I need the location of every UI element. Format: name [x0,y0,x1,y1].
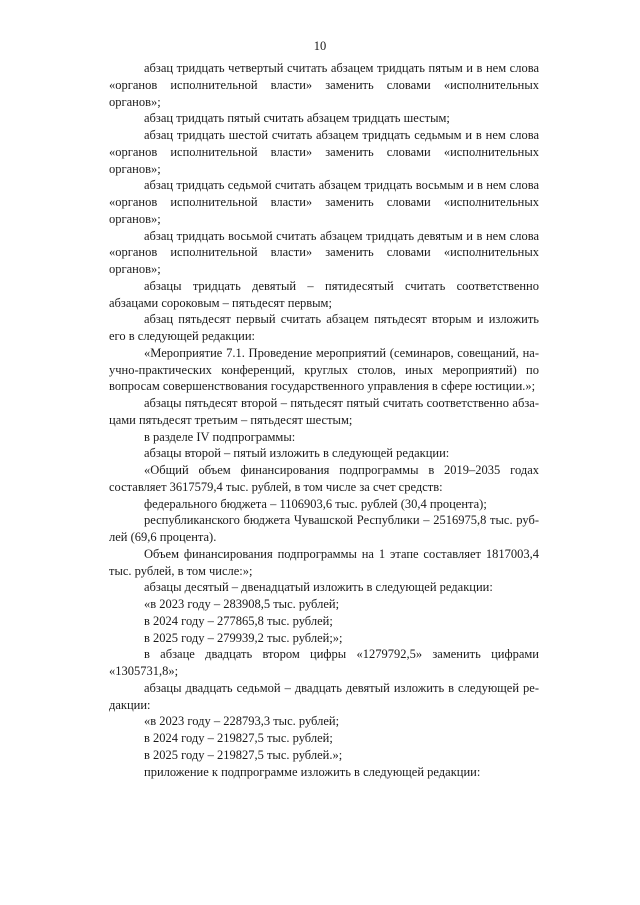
paragraph: в абзаце двадцать втором цифры «1279792,5» заменить цифрами «1305731,8»; [109,647,539,678]
paragraph: «Общий объем финансирования подпрограммы в 2019–2035 годах составляет 3617579,4 тыс. рублей, в том числе за счет средств: [109,463,539,494]
paragraph: приложение к подпрограмме изложить в следующей редакции: [144,764,481,779]
paragraph: абзац тридцать пятый считать абзацем тридцать шестым; [144,111,450,126]
paragraph: республиканского бюджета Чувашской Республики – 2516975,8 тыс. рублей (69,6 процента). [109,513,539,544]
paragraph: абзац пятьдесят первый считать абзацем пятьдесят вторым и изложить его в следующей редакции: [109,312,539,343]
paragraph: «Мероприятие 7.1. Проведение мероприятий (семинаров, совещаний, научно-практических конференций, круглых столов, иных мероприятий) по вопросам совершенствования государственного управления в сфере юстиции.»; [109,345,539,394]
paragraph: абзацы тридцать девятый – пятидесятый считать соответственно абзацами сороковым – пятьдесят первым; [109,278,539,310]
paragraph: абзацы двадцать седьмой – двадцать девятый изложить в следующей редакции: [109,680,539,712]
paragraph: в 2025 году – 279939,2 тыс. рублей;»; [144,630,343,645]
paragraph: в разделе IV подпрограммы: [144,429,296,444]
paragraph: абзацы десятый – двенадцатый изложить в следующей редакции: [144,580,493,595]
paragraph: «в 2023 году – 228793,3 тыс. рублей; [144,714,340,729]
paragraph: федерального бюджета – 1106903,6 тыс. рублей (30,4 процента); [144,496,487,511]
paragraph: «в 2023 году – 283908,5 тыс. рублей; [144,597,340,611]
paragraph: абзац тридцать четвертый считать абзацем тридцать пятым и в нем слова «органов исполнительной власти» заменить словами «исполнительных органов»; [109,61,539,109]
paragraph: в 2024 году – 219827,5 тыс. рублей; [144,731,333,745]
paragraph: в 2025 году – 219827,5 тыс. рублей.»; [144,747,343,762]
paragraph: абзац тридцать седьмой считать абзацем тридцать восьмым и в нем слова «органов исполнительной власти» заменить словами «исполнительных органов»; [109,178,539,226]
paragraph: Объем финансирования подпрограммы на 1 этапе составляет 1817003,4 тыс. рублей, в том числе:»; [109,546,539,578]
document-body [109,60,539,780]
paragraph: абзацы пятьдесят второй – пятьдесят пятый считать соответственно абзацами пятьдесят третьим – пятьдесят шестым; [109,396,539,427]
paragraph: в 2024 году – 277865,8 тыс. рублей; [144,613,333,628]
paragraph: абзац тридцать восьмой считать абзацем тридцать девятым и в нем слова «органов исполнительной власти» заменить словами «исполнительных органов»; [109,228,539,276]
paragraph: абзацы второй – пятый изложить в следующей редакции: [144,446,450,461]
paragraph: абзац тридцать шестой считать абзацем тридцать седьмым и в нем слова «органов исполнительной власти» заменить словами «исполнительных органов»; [109,128,539,176]
page-number: 10 [313,39,327,53]
